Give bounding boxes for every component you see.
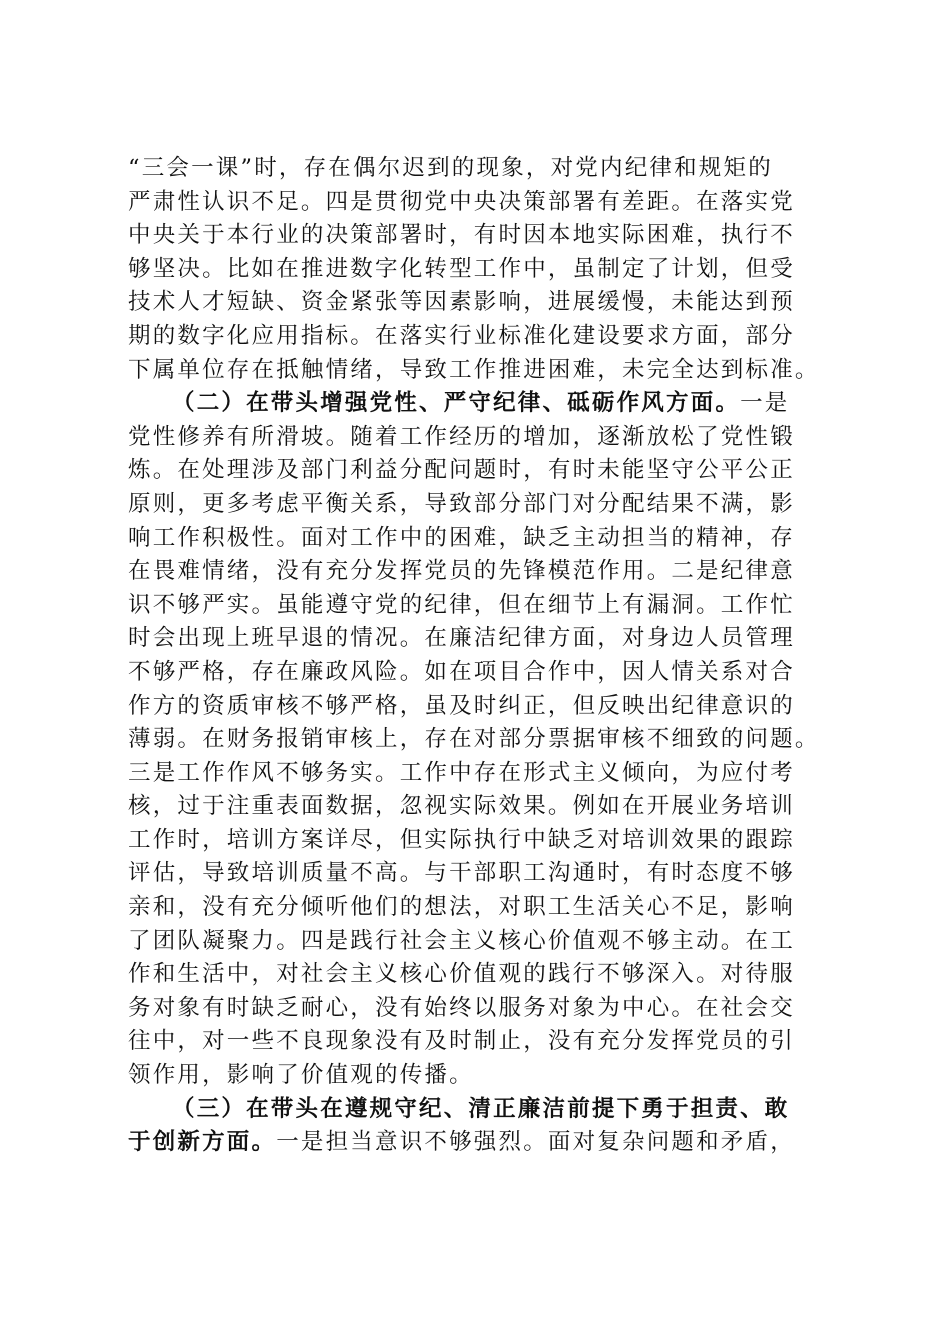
text-line: 党性修养有所滑坡。随着工作经历的增加，逐渐放松了党性锻 xyxy=(128,423,795,450)
section-heading-3: （三）在带头在遵规守纪、清正廉洁前提下勇于担责、敢 xyxy=(172,1095,790,1122)
section-heading-line xyxy=(128,387,828,421)
text-line: 下属单位存在抵触情绪，导致工作推进困难，未完全达到标准。 xyxy=(128,356,820,383)
text-line: 技术人才短缺、资金紧张等因素影响，进展缓慢，未能达到预 xyxy=(128,289,795,316)
text-line: 了团队凝聚力。四是践行社会主义核心价值观不够主动。在工 xyxy=(128,927,795,954)
text-line-continuation: 一是 xyxy=(740,390,790,417)
text-line: 核，过于注重表面数据，忽视实际效果。例如在开展业务培训 xyxy=(128,793,795,820)
text-line: 严肃性认识不足。四是贯彻党中央决策部署有差距。在落实党 xyxy=(128,188,795,215)
text-line: 原则，更多考虑平衡关系，导致部分部门对分配结果不满，影 xyxy=(128,490,795,517)
section-heading-2: （二）在带头增强党性、严守纪律、砥砺作风方面。 xyxy=(172,390,741,417)
text-line: 评估，导致培训质量不高。与干部职工沟通时，有时态度不够 xyxy=(128,860,795,887)
text-line: 期的数字化应用指标。在落实行业标准化建设要求方面，部分 xyxy=(128,322,795,349)
text-line: 在畏难情绪，没有充分发挥党员的先锋模范作用。二是纪律意 xyxy=(128,558,795,585)
section-heading-3-continuation: 于创新方面。 xyxy=(128,1129,277,1156)
text-line-continuation: 一是担当意识不够强烈。面对复杂问题和矛盾， xyxy=(276,1129,795,1156)
text-line: “三会一课”时，存在偶尔迟到的现象，对党内纪律和规矩的 xyxy=(128,155,773,181)
text-line: 薄弱。在财务报销审核上，存在对部分票据审核不细致的问题。 xyxy=(128,726,820,753)
text-line: 工作时，培训方案详尽，但实际执行中缺乏对培训效果的跟踪 xyxy=(128,826,795,853)
text-line: 务对象有时缺乏耐心，没有始终以服务对象为中心。在社会交 xyxy=(128,994,795,1021)
text-line: 作方的资质审核不够严格，虽及时纠正，但反映出纪律意识的 xyxy=(128,692,795,719)
text-line: 识不够严实。虽能遵守党的纪律，但在细节上有漏洞。工作忙 xyxy=(128,591,795,618)
text-line: 够坚决。比如在推进数字化转型工作中，虽制定了计划，但受 xyxy=(128,255,795,282)
text-line: 领作用，影响了价值观的传播。 xyxy=(128,1062,474,1089)
text-line: 时会出现上班早退的情况。在廉洁纪律方面，对身边人员管理 xyxy=(128,625,795,652)
text-line: 亲和，没有充分倾听他们的想法，对职工生活关心不足，影响 xyxy=(128,894,795,921)
document-body xyxy=(128,152,828,1160)
text-line: 中央关于本行业的决策部署时，有时因本地实际困难，执行不 xyxy=(128,222,795,249)
text-line: 响工作积极性。面对工作中的困难，缺乏主动担当的精神，存 xyxy=(128,524,795,551)
text-line: 往中，对一些不良现象没有及时制止，没有充分发挥党员的引 xyxy=(128,1028,795,1055)
text-line: 作和生活中，对社会主义核心价值观的践行不够深入。对待服 xyxy=(128,961,795,988)
text-line: 炼。在处理涉及部门利益分配问题时，有时未能坚守公平公正 xyxy=(128,457,795,484)
text-line: 不够严格，存在廉政风险。如在项目合作中，因人情关系对合 xyxy=(128,658,795,685)
section-heading-line xyxy=(128,1126,828,1160)
text-line: 三是工作作风不够务实。工作中存在形式主义倾向，为应付考 xyxy=(128,759,795,786)
